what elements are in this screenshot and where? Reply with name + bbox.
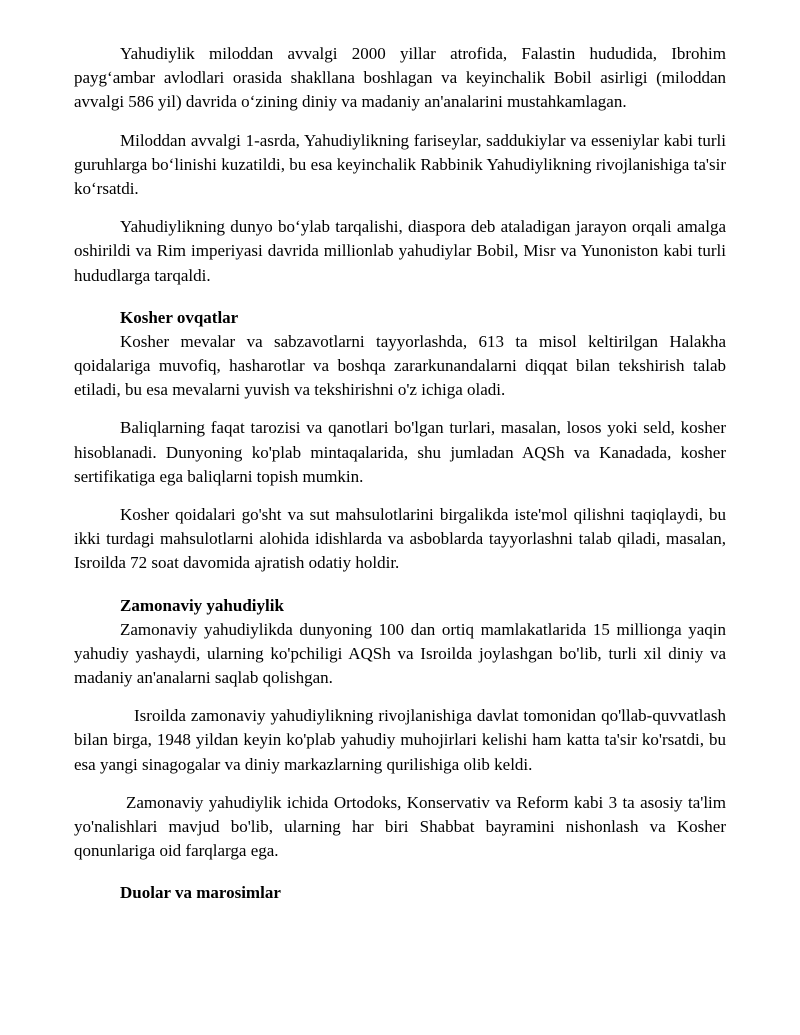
modern-paragraph-3: Zamonaviy yahudiylik ichida Ortodoks, Konservativ va Reform kabi 3 ta asosiy ta'lim yo'nalishlari mavjud bo'lib, ularning har biri Shabbat bayramini nishonlash va Kosher qonunlariga oid farqlarga ega. (74, 792, 726, 861)
kosher-paragraph-1: Kosher mevalar va sabzavotlarni tayyorlashda, 613 ta misol keltirilgan Halakha qoidalariga muvofiq, hasharotlar va boshqa zararkunandalarni diqqat bilan tekshirish talab etiladi, bu esa mevalarni yuvish va tekshirishni o'z ichiga oladi. (74, 331, 726, 400)
intro-paragraph-3: Yahudiylikning dunyo bo‘ylab tarqalishi, diaspora deb ataladigan jarayon orqali amalga oshirildi va Rim imperiyasi davrida millionlab yahudiylar Bobil, Misr va Yunoniston kabi turli hududlarga tarqaldi. (74, 217, 726, 285)
modern-paragraph-2: Isroilda zamonaviy yahudiylikning rivojlanishiga davlat tomonidan qo'llab-quvvatlash bilan birga, 1948 yildan keyin ko'plab yahudiy muhojirlari kelishi ham katta ta'sir ko'rsatdi, bu esa yangi sinagogalar va diniy markazlarning qurilishiga olib keldi. (74, 706, 726, 774)
kosher-paragraph-3: Kosher qoidalari go'sht va sut mahsulotlarini birgalikda iste'mol qilishni taqiqlaydi, bu ikki turdagi mahsulotlarni alohida idishlarda va asboblarda tayyorlashni talab qiladi, masalan, Isroilda 72 soat davomida ajratish odatiy holdir. (74, 505, 726, 573)
section-heading-modern: Zamonaviy yahudiylik (120, 595, 284, 615)
document-page (74, 42, 726, 905)
modern-paragraph-1: Zamonaviy yahudiylikda dunyoning 100 dan ortiq mamlakatlarida 15 millionga yaqin yahudiy yashaydi, ularning ko'pchiligi AQSh va Isroilda joylashgan bo'lib, turli xil diniy va madaniy an'analarni saqlab qolishgan. (74, 619, 726, 688)
intro-paragraph-1: Yahudiylik miloddan avvalgi 2000 yillar atrofida, Falastin hududida, Ibrohim payg‘ambar avlodlari orasida shakllana boshlagan va keyinchalik Bobil asirligi (miloddan avvalgi 586 yil) davrida o‘zining diniy va madaniy an'analarini mustahkamlagan. (74, 44, 726, 112)
kosher-paragraph-2: Baliqlarning faqat tarozisi va qanotlari bo'lgan turlari, masalan, losos yoki seld, kosher hisoblanadi. Dunyoning ko'plab mintaqalarida, shu jumladan AQSh va Kanadada, kosher sertifikatiga ega baliqlarni topish mumkin. (74, 418, 726, 486)
section-heading-prayers: Duolar va marosimlar (120, 883, 281, 903)
intro-paragraph-2: Miloddan avvalgi 1-asrda, Yahudiylikning fariseylar, saddukiylar va esseniylar kabi turli guruhlarga bo‘linishi kuzatildi, bu esa keyinchalik Rabbinik Yahudiylikning rivojlanishiga ta'sir ko‘rsatdi. (74, 130, 726, 199)
section-heading-kosher: Kosher ovqatlar (120, 307, 239, 327)
